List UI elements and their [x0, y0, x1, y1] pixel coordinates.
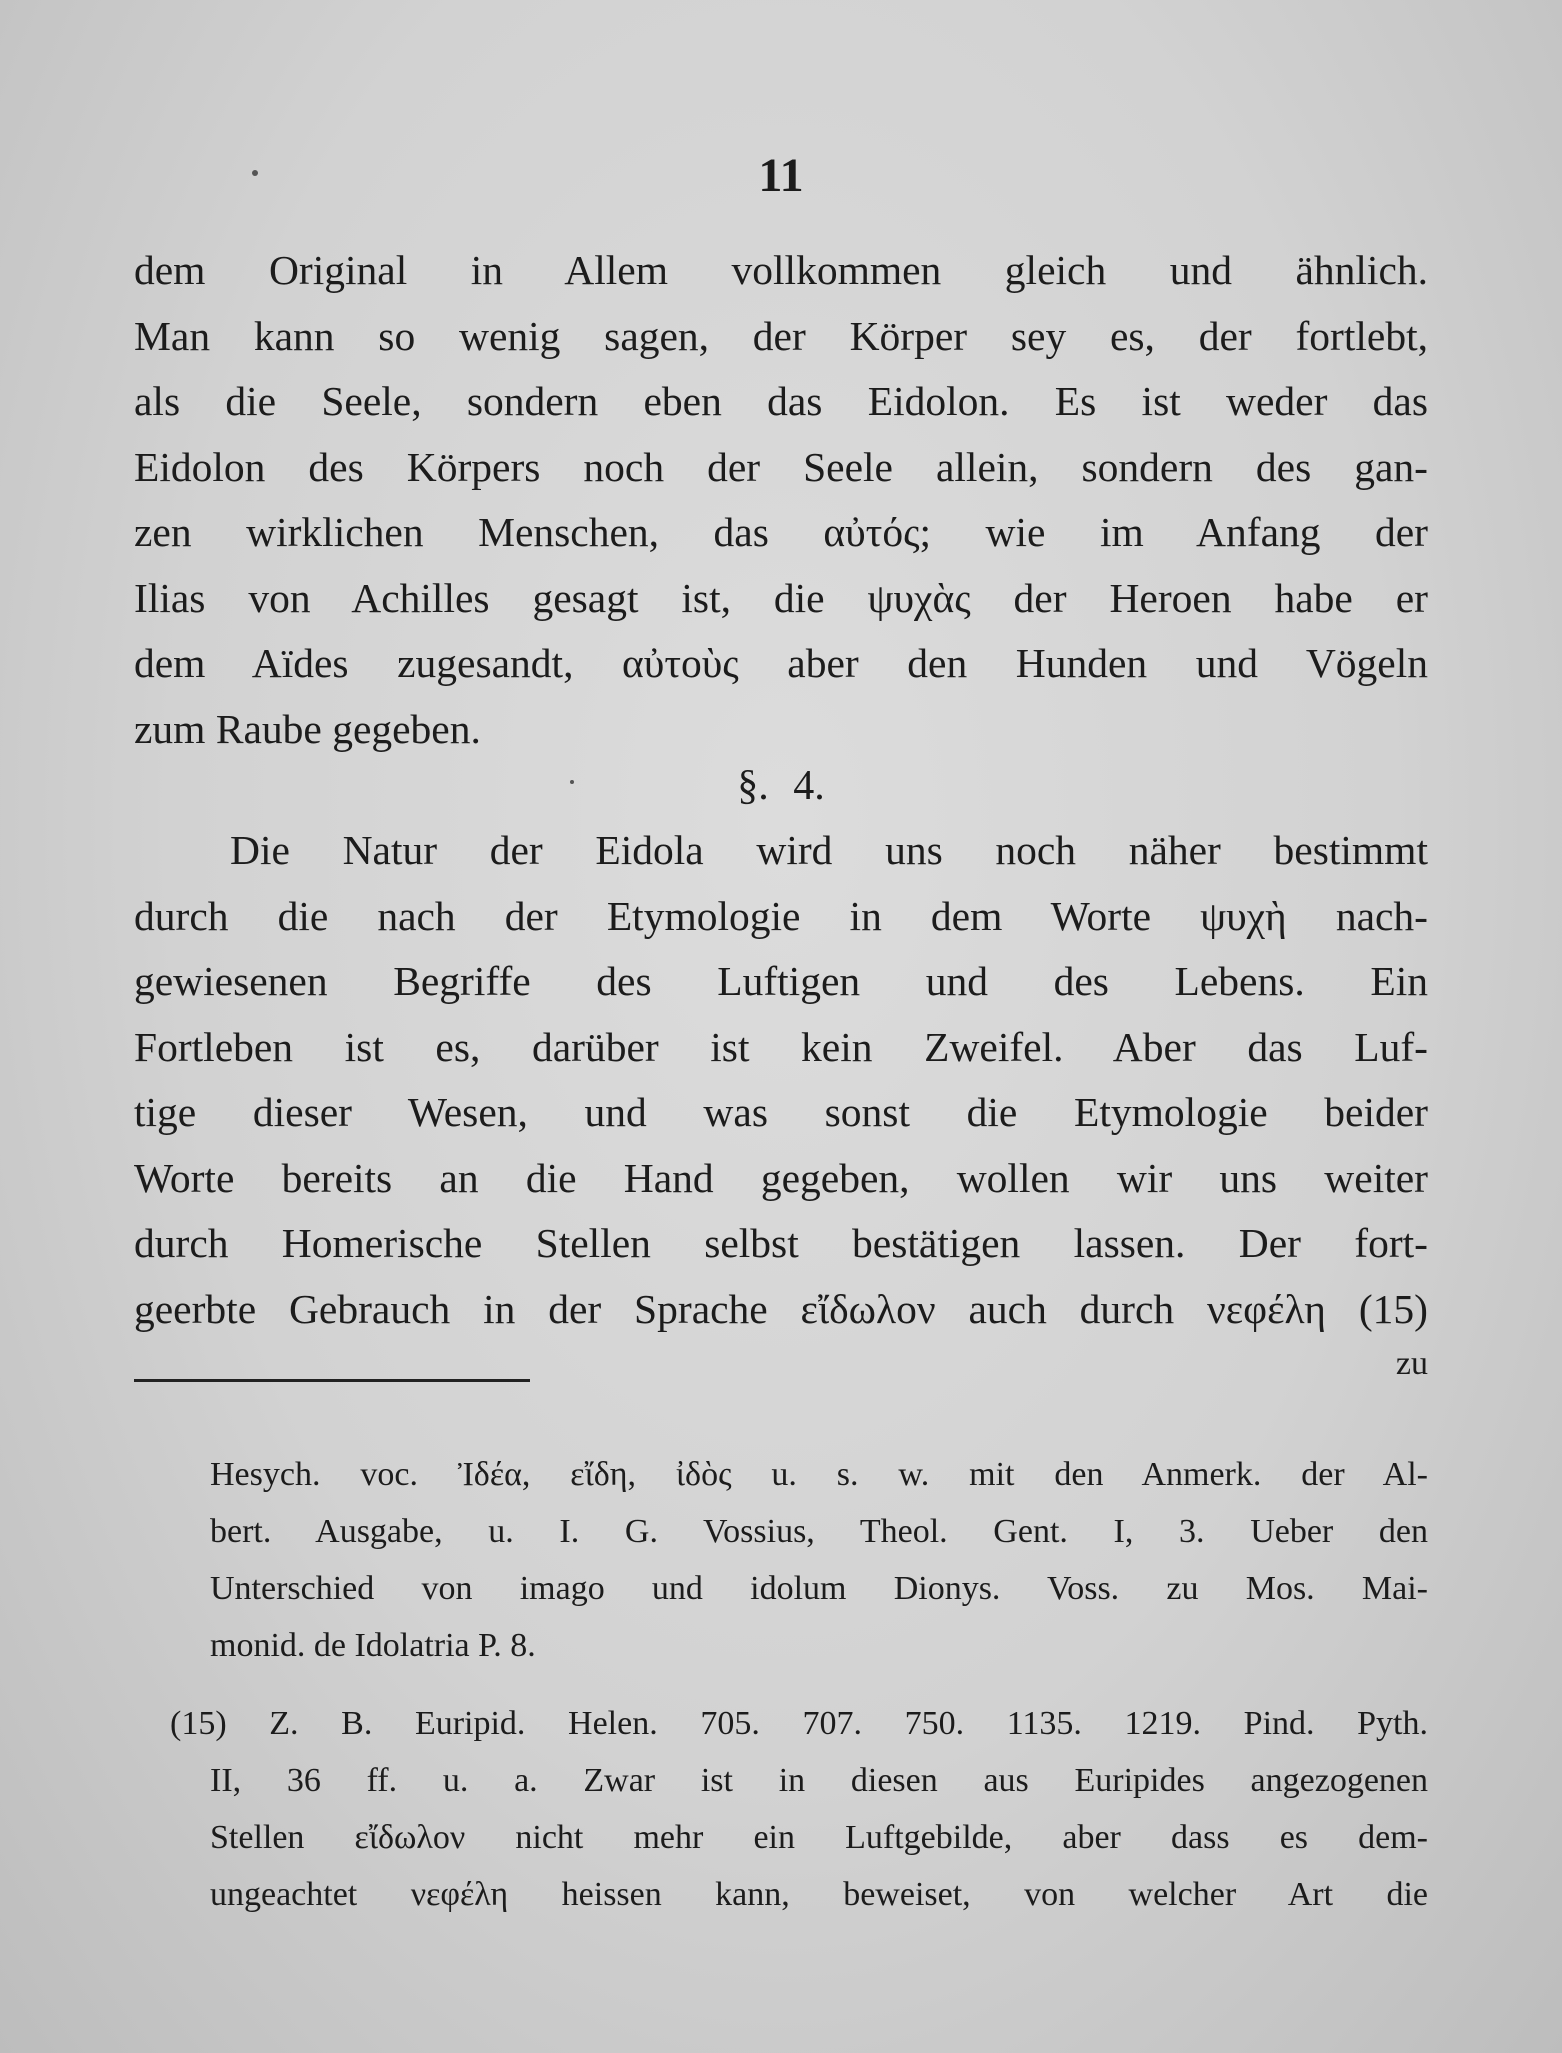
text-line: geerbte Gebrauch in der Sprache εἴδωλον auch durch νεφέλη (15) — [134, 1285, 1428, 1332]
footnote-rule — [134, 1379, 530, 1382]
footnote-line: Hesych. voc. Ἰδέα, εἴδη, ἰδὸς u. s. w. mit den Anmerk. der Al- — [210, 1456, 1428, 1493]
footnote-15 — [170, 1695, 1428, 1923]
text-line: Eidolon des Körpers noch der Seele allein, sondern des gan- — [134, 443, 1428, 490]
footnote-line: monid. de Idolatria P. 8. — [210, 1627, 536, 1664]
text-line: dem Aïdes zugesandt, αὐτοὺς aber den Hunden und Vögeln — [134, 640, 1428, 686]
paragraph-2 — [134, 818, 1428, 1342]
footnote-line: Unterschied von imago und idolum Dionys. Voss. zu Mos. Mai- — [210, 1570, 1428, 1607]
footnote-line: ungeachtet νεφέλη heissen kann, beweiset, von welcher Art die — [210, 1876, 1428, 1913]
text-line: gewiesenen Begriffe des Luftigen und des Lebens. Ein — [134, 958, 1428, 1004]
paper-speck — [570, 780, 574, 784]
text-line: zen wirklichen Menschen, das αὐτός; wie im Anfang der — [134, 509, 1428, 555]
text-line: dem Original in Allem vollkommen gleich und ähnlich. — [134, 247, 1428, 293]
text-line: durch Homerische Stellen selbst bestätigen lassen. Der fort- — [134, 1220, 1428, 1266]
footnote-line: bert. Ausgabe, u. I. G. Vossius, Theol. Gent. I, 3. Ueber den — [210, 1513, 1428, 1550]
footnote-line: II, 36 ff. u. a. Zwar ist in diesen aus Euripides angezogenen — [210, 1762, 1428, 1799]
text-line: Die Natur der Eidola wird uns noch näher bestimmt — [230, 827, 1428, 873]
text-line: Fortleben ist es, darüber ist kein Zweifel. Aber das Luf- — [134, 1023, 1428, 1070]
text-line: Ilias von Achilles gesagt ist, die ψυχὰς der Heroen habe er — [134, 574, 1428, 621]
catchword: zu — [1395, 1345, 1428, 1382]
footnote-continued — [210, 1446, 1428, 1674]
page-number: 11 — [758, 149, 804, 202]
text-line: Man kann so wenig sagen, der Körper sey es, der fortlebt, — [134, 312, 1428, 359]
paper-speck — [252, 170, 258, 176]
text-line: durch die nach der Etymologie in dem Worte ψυχὴ nach- — [134, 892, 1428, 939]
text-line: Worte bereits an die Hand gegeben, wollen wir uns weiter — [134, 1154, 1428, 1201]
paragraph-1 — [134, 238, 1428, 762]
text-line: zum Raube gegeben. — [134, 705, 481, 752]
text-line: tige dieser Wesen, und was sonst die Etymologie beider — [134, 1089, 1428, 1135]
footnote-line: (15) Z. B. Euripid. Helen. 705. 707. 750. 1135. 1219. Pind. Pyth. — [170, 1705, 1428, 1742]
text-line: als die Seele, sondern eben das Eidolon. Es ist weder das — [134, 378, 1428, 424]
section-heading: §. 4. — [737, 763, 825, 809]
footnote-line: Stellen εἴδωλον nicht mehr ein Luftgebilde, aber dass es dem- — [210, 1819, 1428, 1856]
